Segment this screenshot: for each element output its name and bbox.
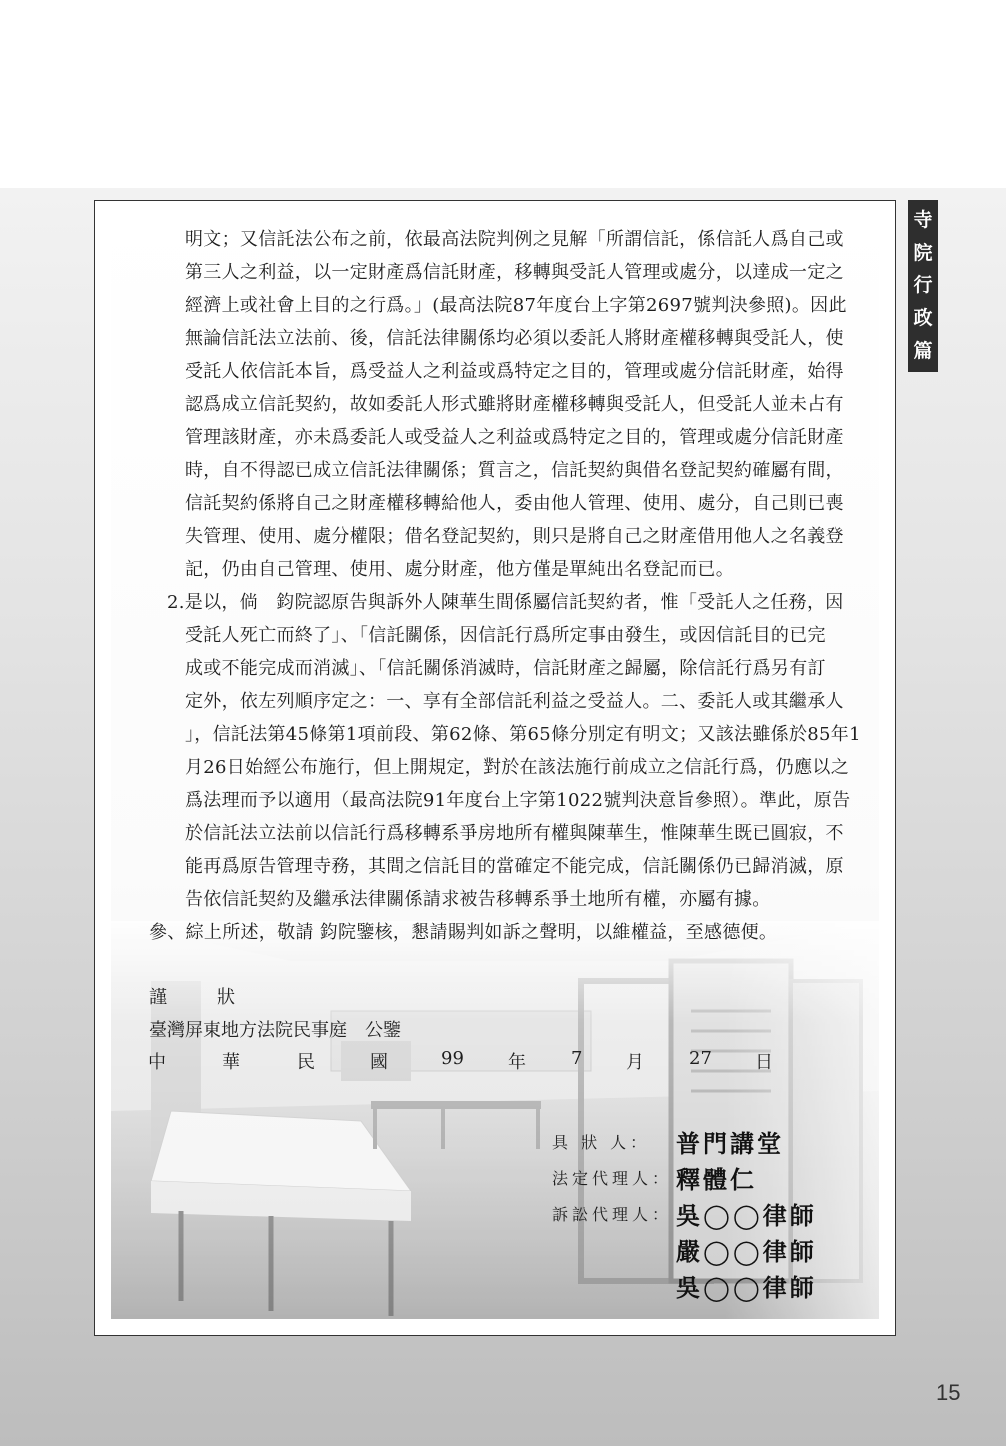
- item-2-line: 成或不能完成而消滅」、「信託關係消滅時，信託財產之歸屬，除信託行爲另有訂: [185, 658, 826, 679]
- item-2-line: 定外，依左列順序定之：一、享有全部信託利益之受益人。二、委託人或其繼承人: [185, 691, 844, 712]
- body-line: 受託人依信託本旨，爲受益人之利益或爲特定之目的，管理或處分信託財產，始得: [185, 361, 844, 382]
- attorney-name: 吳◯◯律師: [676, 1273, 817, 1302]
- side-tab-char: 政: [913, 307, 933, 330]
- side-tab-char: 寺: [913, 208, 933, 231]
- item-2-line: 月26日始經公布施行，但上開規定，對於在該法施行前成立之信託行爲，仍應以之: [185, 757, 850, 778]
- item-2-line: 爲法理而予以適用（最高法院91年度台上字第1022號判決意旨參照）。準此，原告: [185, 790, 851, 811]
- legal-rep-name: 釋體仁: [676, 1165, 757, 1194]
- attorney-name: 吳◯◯律師: [676, 1201, 817, 1230]
- body-line: 管理該財產，亦未爲委託人或受益人之利益或爲特定之目的，管理或處分信託財產: [185, 427, 844, 448]
- plaintiff-label: 具 狀 人：: [552, 1133, 651, 1152]
- date-month-label: 月: [626, 1052, 644, 1073]
- body-line: 經濟上或社會上目的之行爲。」(最高法院87年度台上字第2697號判決參照)。因此: [185, 295, 847, 316]
- item-2-line: 能再爲原告管理寺務，其間之信託目的當確定不能完成，信託關係仍已歸消滅，原: [185, 856, 844, 877]
- body-line: 無論信託法立法前、後，信託法律關係均必須以委託人將財產權移轉與受託人，使: [185, 328, 844, 349]
- date-day-number: 27: [689, 1048, 712, 1069]
- date-month-number: 7: [571, 1048, 583, 1069]
- body-line: 認爲成立信託契約，故如委託人形式雖將財產權移轉與受託人，但受託人並未占有: [185, 394, 844, 415]
- side-tab-char: 篇: [913, 340, 933, 363]
- body-line: 記，仍由自己管理、使用、處分財產，他方僅是單純出名登記而已。: [185, 559, 734, 580]
- body-line: 第三人之利益，以一定財產爲信託財產，移轉與受託人管理或處分，以達成一定之: [185, 262, 844, 283]
- item-2-first-line: 2.是以，倘 鈞院認原告與訴外人陳華生間係屬信託契約者，惟「受託人之任務，因: [167, 592, 844, 613]
- body-line: 信託契約係將自己之財產權移轉給他人，委由他人管理、使用、處分，自己則已喪: [185, 493, 844, 514]
- conclusion-line: 參、綜上所述，敬請 鈞院鑒核，懇請賜判如訴之聲明，以維權益，至感德便。: [149, 922, 778, 943]
- date-year-number: 99: [441, 1048, 464, 1069]
- date-day-label: 日: [755, 1052, 773, 1073]
- chapter-side-tab: [908, 200, 938, 372]
- date-min: 民: [297, 1052, 315, 1073]
- body-line: 時，自不得認已成立信託法律關係；質言之，信託契約與借名登記契約確屬有間，: [185, 460, 844, 481]
- item-2-line: 於信託法立法前以信託行爲移轉系爭房地所有權與陳華生，惟陳華生既已圓寂，不: [185, 823, 844, 844]
- side-tab-char: 行: [913, 274, 933, 297]
- item-2-line: 告依信託契約及繼承法律關係請求被告移轉系爭土地所有權，亦屬有據。: [185, 889, 771, 910]
- date-guo: 國: [370, 1052, 388, 1073]
- plaintiff-name: 普門講堂: [676, 1129, 784, 1158]
- closing-jin: 謹: [149, 987, 167, 1008]
- body-line: 明文；又信託法公布之前，依最高法院判例之見解「所謂信託，係信託人爲自己或: [185, 229, 844, 250]
- item-2-line: 受託人死亡而終了」、「信託關係，因信託行爲所定事由發生，或因信託目的已完: [185, 625, 826, 646]
- page-number: 15: [936, 1380, 961, 1405]
- closing-zhuang: 狀: [217, 987, 235, 1008]
- item-2-line: 」，信託法第45條第1項前段、第62條、第65條分別定有明文；又該法雖係於85年1: [185, 724, 861, 745]
- date-hua: 華: [222, 1052, 240, 1073]
- date-zhong: 中: [148, 1052, 166, 1073]
- attorney-name: 嚴◯◯律師: [676, 1237, 817, 1266]
- document-frame: [94, 200, 896, 1336]
- date-year-label: 年: [508, 1052, 526, 1073]
- court-addressee: 臺灣屏東地方法院民事庭 公鑒: [149, 1020, 401, 1041]
- body-line: 失管理、使用、處分權限；借名登記契約，則只是將自己之財產借用他人之名義登: [185, 526, 844, 547]
- legal-rep-label: 法定代理人：: [552, 1169, 673, 1188]
- attorney-label: 訴訟代理人：: [552, 1205, 673, 1224]
- side-tab-char: 院: [913, 241, 933, 264]
